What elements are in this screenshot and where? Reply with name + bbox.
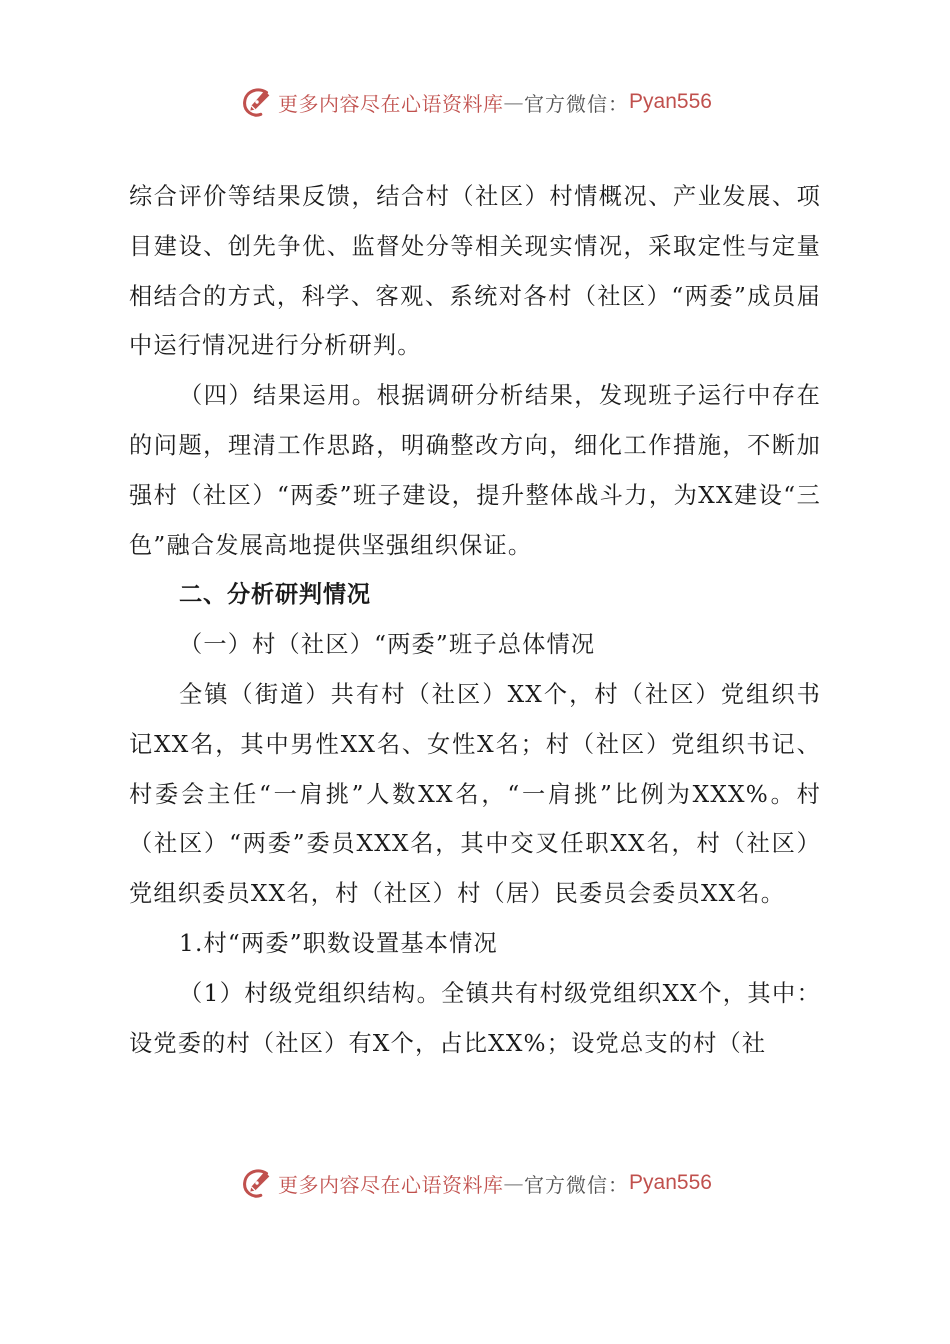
banner-wechat-label: 官方微信： xyxy=(524,91,630,116)
banner-separator: — xyxy=(503,90,525,114)
paragraph-party-structure: （1）村级党组织结构。全镇共有村级党组织XX个，其中：设党委的村（社区）有X个，占比XX%；设党总支的村（社 xyxy=(129,979,821,1057)
header-banner xyxy=(0,80,950,124)
document-body xyxy=(129,172,821,1068)
paragraph-overall-situation: 全镇（街道）共有村（社区）XX个，村（社区）党组织书记XX名，其中男性XX名、女性X名；村（社区）党组织书记、村委会主任“一肩挑”人数XX名，“一肩挑”比例为XXX%。村（社区）“两委”委员XXX名，其中交叉任职XX名，村（社区）党组织委员XX名，村（社区）村（居）民委员会委员XX名。 xyxy=(129,680,821,908)
banner-main-text: 更多内容尽在心语资料库 xyxy=(278,91,504,116)
section-heading: 二、分析研判情况 xyxy=(179,581,371,609)
paragraph-result-use: （四）结果运用。根据调研分析结果，发现班子运行中存在的问题，理清工作思路，明确整改方向，细化工作措施，不断加强村（社区）“两委”班子建设，提升整体战斗力，为XX建设“三色”融合发展高地提供坚强组织保证。 xyxy=(129,382,821,559)
banner-wechat-id: Pyan556 xyxy=(629,1171,712,1194)
numbered-heading: 1.村“两委”职数设置基本情况 xyxy=(179,929,498,957)
banner-separator: — xyxy=(503,1171,525,1195)
paragraph-continuation: 综合评价等结果反馈，结合村（社区）村情概况、产业发展、项目建设、创先争优、监督处分等相关现实情况，采取定性与定量相结合的方式，科学、客观、系统对各村（社区）“两委”成员届中运行情况进行分析研判。 xyxy=(129,183,821,360)
pen-nib-logo-icon xyxy=(238,83,276,121)
banner-main-text: 更多内容尽在心语资料库 xyxy=(278,1172,504,1197)
pen-nib-logo-icon xyxy=(238,1164,276,1202)
footer-banner xyxy=(0,1161,950,1205)
banner-wechat-label: 官方微信： xyxy=(524,1172,630,1197)
subsection-heading: （一）村（社区）“两委”班子总体情况 xyxy=(179,631,596,659)
banner-wechat-id: Pyan556 xyxy=(629,90,712,113)
